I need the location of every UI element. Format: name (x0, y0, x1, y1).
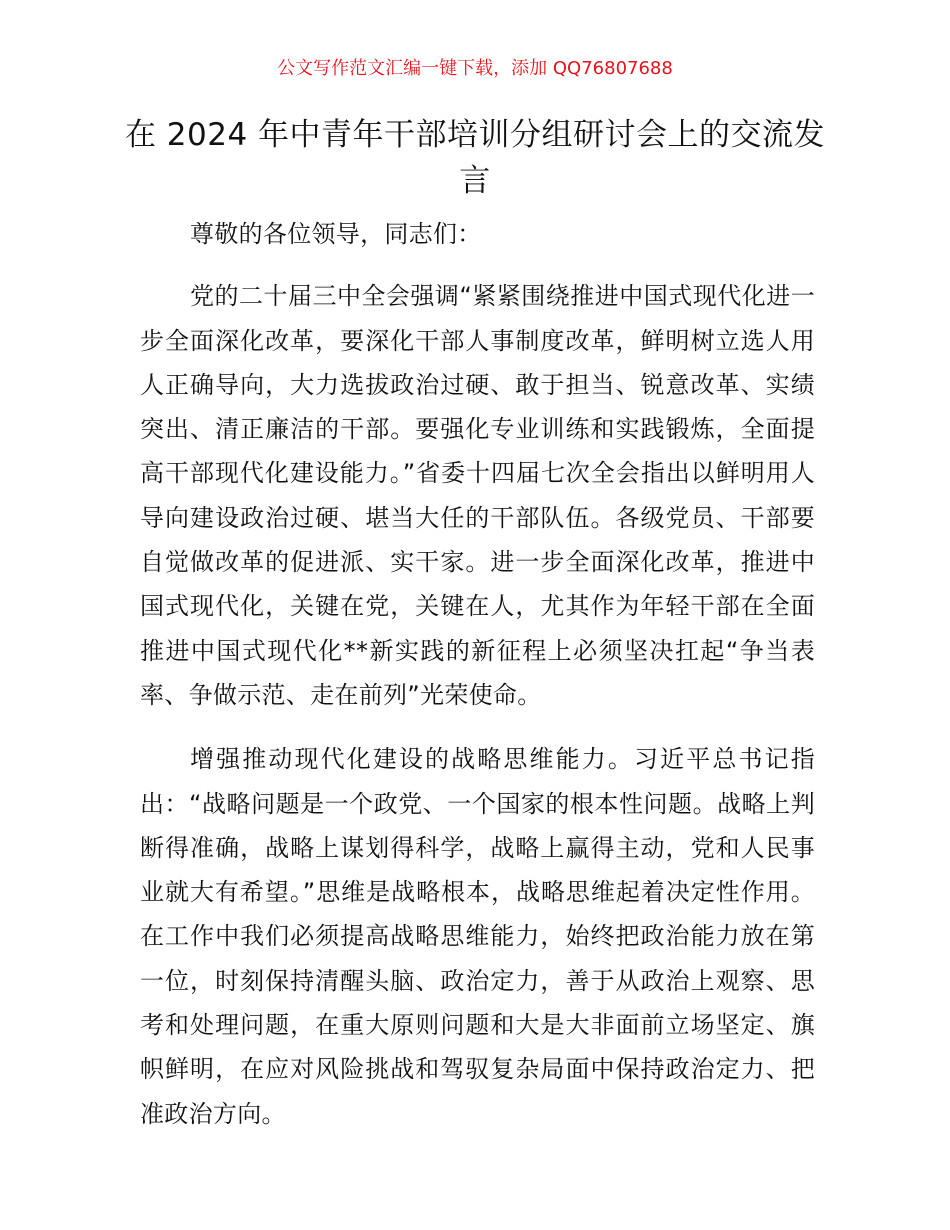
salutation: 尊敬的各位领导，同志们： (190, 220, 482, 248)
body-paragraph: 增强推动现代化建设的战略思维能力。习近平总书记指出：“战略问题是一个政党、一个国家的根本性问题。战略上判断得准确，战略上谋划得科学，战略上赢得主动，党和人民事业就大有希望。”思维是战略根本，战略思维起着决定性作用。在工作中我们必须提高战略思维能力，始终把政治能力放在第一位，时刻保持清醒头脑、政治定力，善于从政治上观察、思考和处理问题，在重大原则问题和大是大非面前立场坚定、旗帜鲜明，在应对风险挑战和驾驭复杂局面中保持政治定力、把准政治方向。 (140, 745, 815, 1128)
watermark-banner: 公文写作范文汇编一键下载，添加 QQ76807688 (277, 58, 673, 79)
document-body (140, 212, 815, 1136)
document-title: 在 2024 年中青年干部培训分组研讨会上的交流发言 (124, 117, 826, 199)
body-paragraph: 党的二十届三中全会强调“紧紧围绕推进中国式现代化进一步全面深化改革，要深化干部人事制度改革，鲜明树立选人用人正确导向，大力选拔政治过硬、敢于担当、锐意改革、实绩突出、清正廉洁的干部。要强化专业训练和实践锻炼，全面提高干部现代化建设能力。”省委十四届七次全会指出以鲜明用人导向建设政治过硬、堪当大任的干部队伍。各级党员、干部要自觉做改革的促进派、实干家。进一步全面深化改革，推进中国式现代化，关键在党，关键在人，尤其作为年轻干部在全面推进中国式现代化**新实践的新征程上必须坚决扛起“争当表率、争做示范、走在前列”光荣使命。 (140, 282, 815, 709)
